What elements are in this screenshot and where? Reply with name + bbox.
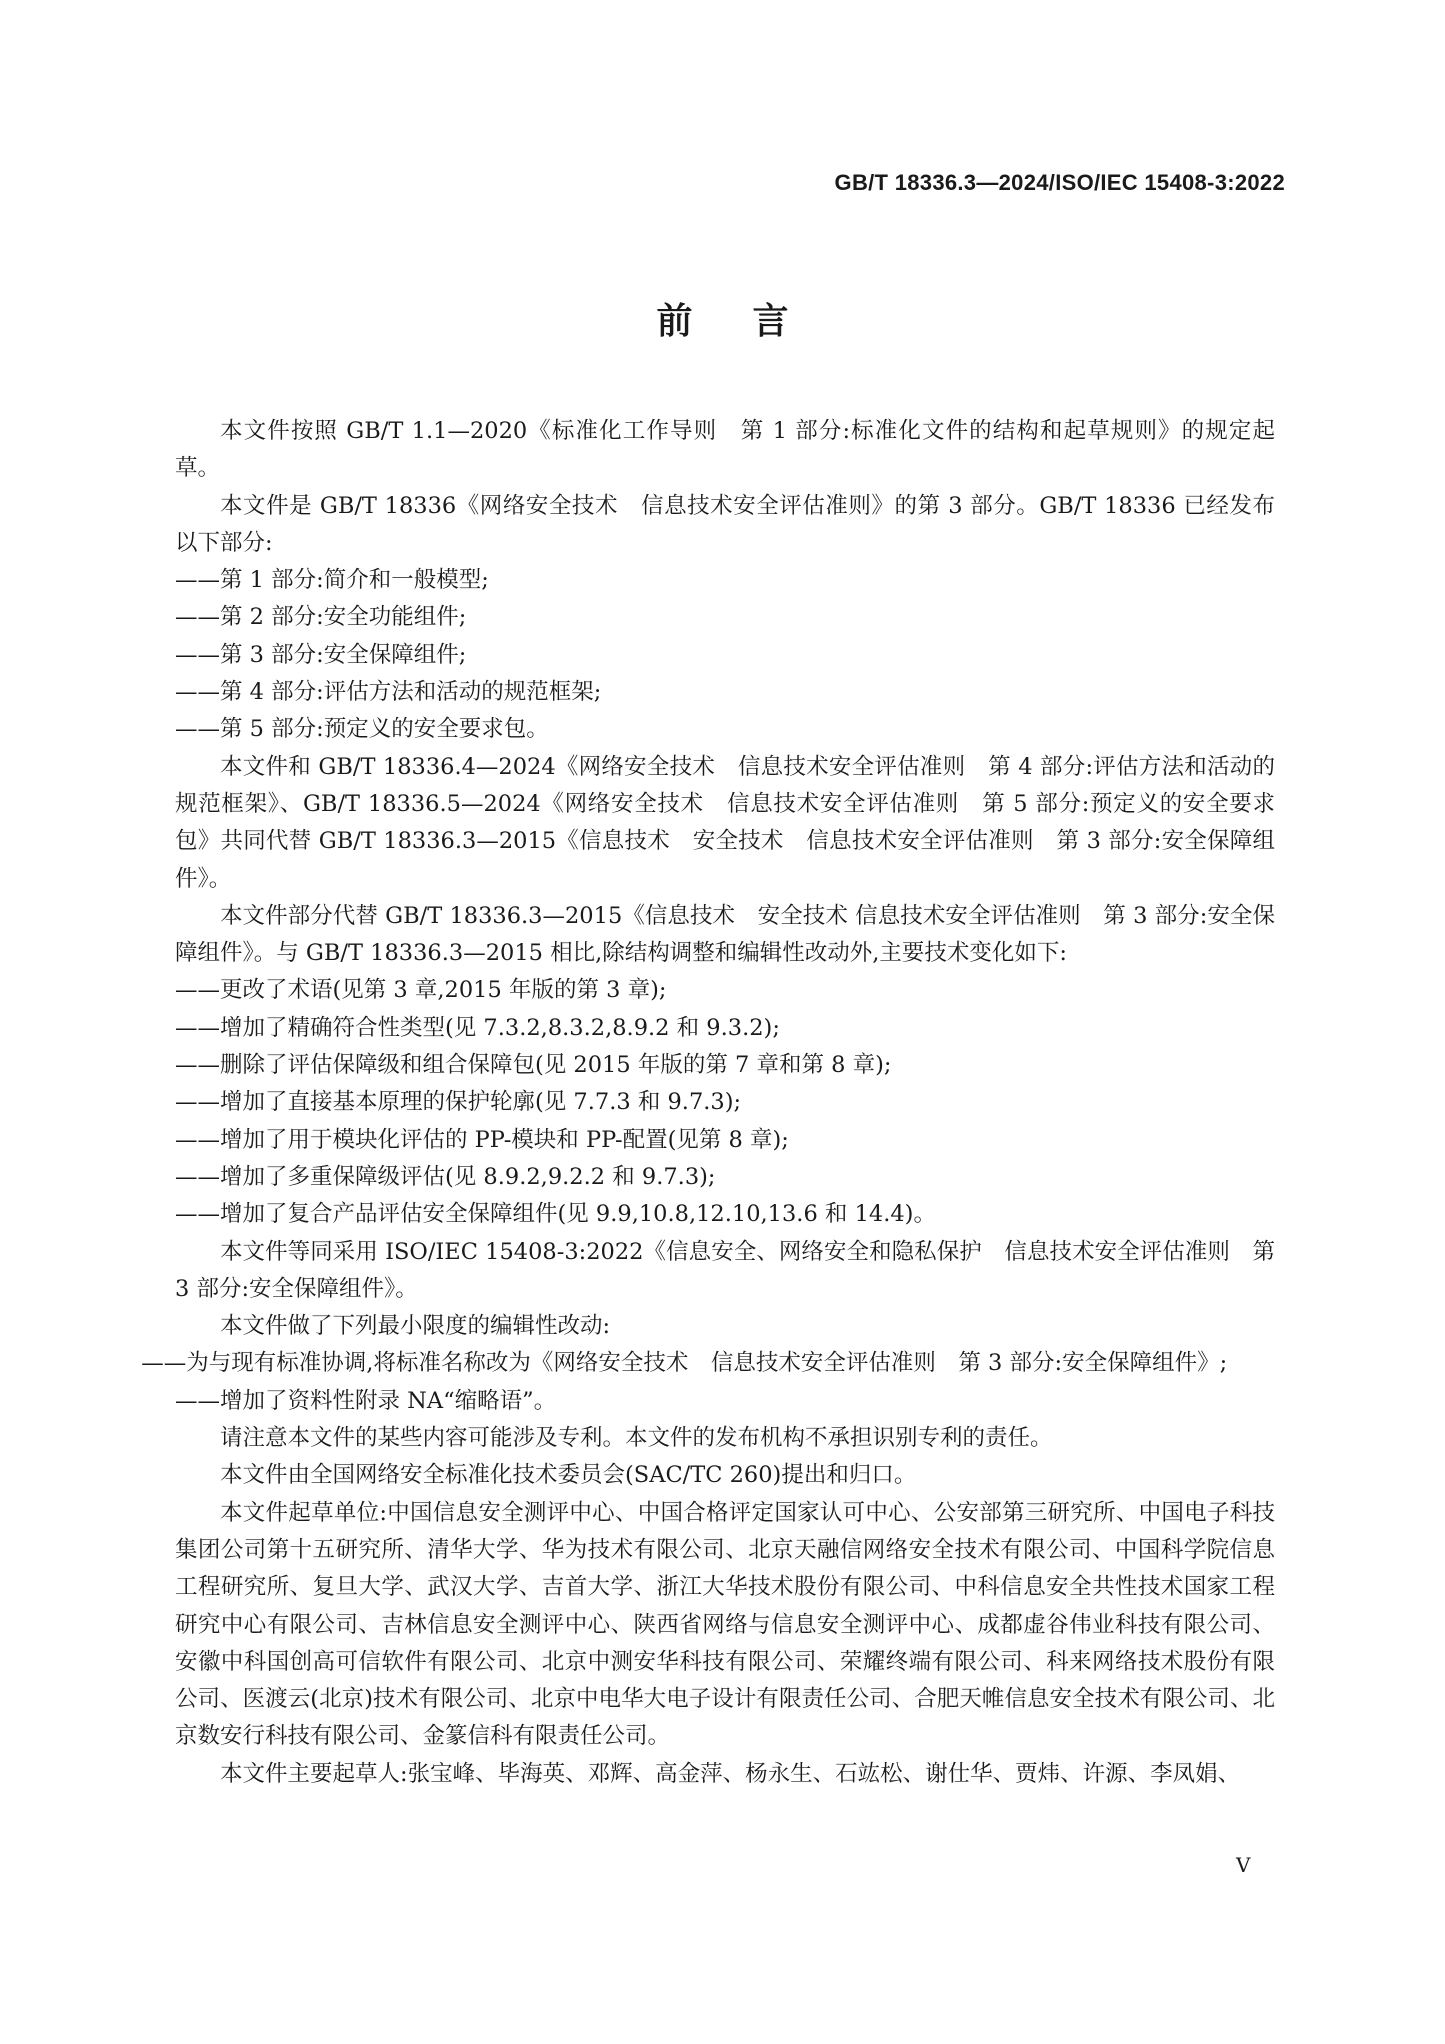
paragraph-identical-adoption: 本文件等同采用 ISO/IEC 15408-3:2022《信息安全、网络安全和隐私保护 信息技术安全评估准则 第 3 部分:安全保障组件》。 [175,1238,1275,1302]
list-item-edit: ——为与现有标准协调,将标准名称改为《网络安全技术 信息技术安全评估准则 第 3 部分:安全保障组件》; [141,1350,1228,1377]
list-item-part-4: ——第 4 部分:评估方法和活动的规范框架; [175,679,602,706]
list-item-change: ——更改了术语(见第 3 章,2015 年版的第 3 章); [175,977,667,1004]
list-item-change: ——增加了复合产品评估安全保障组件(见 9.9,10.8,12.10,13.6 和 14.4)。 [175,1201,936,1228]
paragraph-partial-replace: 本文件部分代替 GB/T 18336.3—2015《信息技术 安全技术 信息技术安全评估准则 第 3 部分:安全保障组件》。与 GB/T 18336.3—2015 相比,除结构调整和编辑性改动外,主要技术变化如下: [175,902,1275,967]
paragraph-drafting-units: 本文件起草单位:中国信息安全测评中心、中国合格评定国家认可中心、公安部第三研究所、中国电子科技集团公司第十五研究所、清华大学、华为技术有限公司、北京天融信网络安全技术有限公司、中国科学院信息工程研究所、复旦大学、武汉大学、吉首大学、浙江大华技术股份有限公司、中科信息安全共性技术国家工程研究中心有限公司、吉林信息安全测评中心、陕西省网络与信息安全测评中心、成都虚谷伟业科技有限公司、安徽中科国创高可信软件有限公司、北京中测安华科技有限公司、荣耀终端有限公司、科来网络技术股份有限公司、医渡云(北京)技术有限公司、北京中电华大电子设计有限责任公司、合肥天帷信息安全技术有限公司、北京数安行科技有限公司、金篆信科有限责任公司。 [175,1499,1275,1750]
list-item-change: ——增加了精确符合性类型(见 7.3.2,8.3.2,8.9.2 和 9.3.2); [175,1014,780,1041]
list-item-change: ——增加了直接基本原理的保护轮廓(见 7.7.3 和 9.7.3); [175,1089,742,1116]
list-item-part-3: ——第 3 部分:安全保障组件; [175,641,467,668]
list-item-change: ——增加了用于模块化评估的 PP-模块和 PP-配置(见第 8 章); [175,1126,789,1153]
list-item-part-2: ——第 2 部分:安全功能组件; [175,604,467,631]
list-item-change: ——增加了多重保障级评估(见 8.9.2,9.2.2 和 9.7.3); [175,1163,716,1190]
paragraph-committee: 本文件由全国网络安全标准化技术委员会(SAC/TC 260)提出和归口。 [220,1462,917,1489]
list-item-part-5: ——第 5 部分:预定义的安全要求包。 [175,716,549,743]
page-title: 前言 [656,300,849,342]
paragraph-replaces: 本文件和 GB/T 18336.4—2024《网络安全技术 信息技术安全评估准则 第 4 部分:评估方法和活动的规范框架》、GB/T 18336.5—2024《网络安全技术 信息技术安全评估准则 第 5 部分:预定义的安全要求包》共同代替 GB/T 18336.3—2015《信息技术 安全技术 信息技术安全评估准则 第 3 部分:安全保障组件》。 [175,753,1275,892]
paragraph-drafters: 本文件主要起草人:张宝峰、毕海英、邓辉、高金萍、杨永生、石竑松、谢仕华、贾炜、许源、李凤娟、 [220,1760,1241,1787]
list-item-change: ——删除了评估保障级和组合保障包(见 2015 年版的第 7 章和第 8 章); [175,1052,892,1079]
paragraph-patent-notice: 请注意本文件的某些内容可能涉及专利。本文件的发布机构不承担识别专利的责任。 [220,1425,1053,1452]
list-item-part-1: ——第 1 部分:简介和一般模型; [175,567,489,594]
list-item-edit: ——增加了资料性附录 NA“缩略语”。 [175,1387,557,1414]
page-number: V [1236,1853,1251,1877]
paragraph-editorial-changes: 本文件做了下列最小限度的编辑性改动: [220,1313,611,1340]
document-body [141,413,1275,1793]
standard-number-header: GB/T 18336.3—2024/ISO/IEC 15408-3:2022 [834,170,1285,195]
paragraph-part-of-series: 本文件是 GB/T 18336《网络安全技术 信息技术安全评估准则》的第 3 部分。GB/T 18336 已经发布以下部分: [175,492,1275,556]
paragraph-drafting-rules: 本文件按照 GB/T 1.1—2020《标准化工作导则 第 1 部分:标准化文件的结构和起草规则》的规定起草。 [175,418,1275,482]
